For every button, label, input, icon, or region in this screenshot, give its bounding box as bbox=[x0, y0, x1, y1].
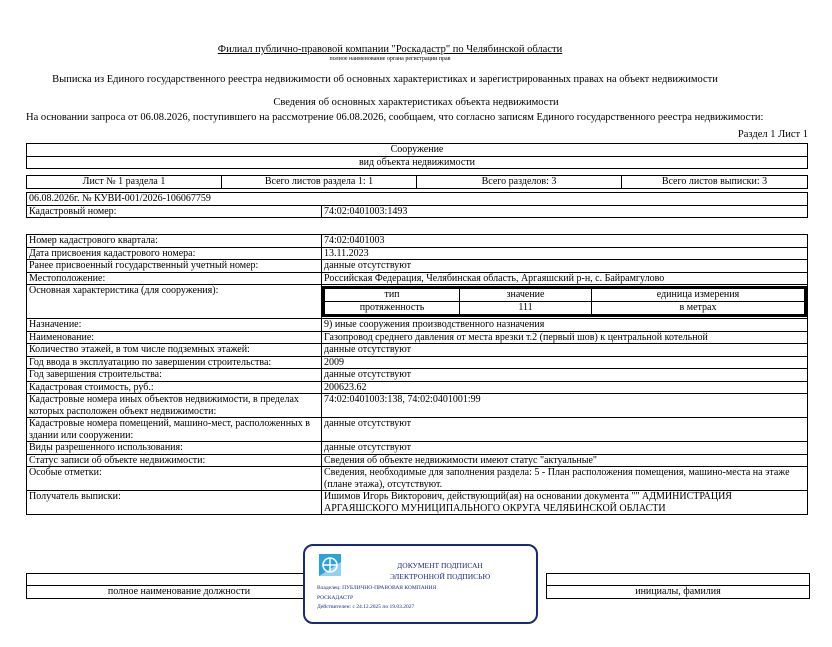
stamp-title: ДОКУМЕНТ ПОДПИСАН bbox=[397, 561, 483, 570]
section-title: Сведения об основных характеристиках объекта недвижимости bbox=[273, 97, 559, 108]
sheet-number: Лист № 1 раздела 1 bbox=[27, 176, 222, 189]
characteristic-row bbox=[27, 260, 808, 273]
organization-caption: полное наименование органа регистрации прав bbox=[329, 56, 451, 62]
main-char-type: протяженность bbox=[325, 302, 460, 315]
characteristic-row bbox=[27, 319, 808, 332]
characteristic-row bbox=[27, 235, 808, 248]
doc-number: 06.08.2026г. № КУВИ-001/2026-106067759 bbox=[27, 193, 808, 206]
request-basis: На основании запроса от 06.08.2026, поступившего на рассмотрение 06.08.2026, сообщаем, что согласно записям Единого государственного реестра недвижимости: bbox=[26, 112, 764, 123]
characteristic-row bbox=[27, 247, 808, 260]
characteristic-label: Кадастровые номера помещений, машино-мест, расположенных в здании или сооружении: bbox=[27, 418, 322, 442]
characteristic-row bbox=[27, 272, 808, 285]
characteristic-value: данные отсутствуют bbox=[322, 344, 808, 357]
total-sheets-extract: Всего листов выписки: 3 bbox=[622, 176, 808, 189]
characteristic-row bbox=[27, 467, 808, 491]
razdel-list-label: Раздел 1 Лист 1 bbox=[737, 129, 808, 140]
characteristic-label: Статус записи об объекте недвижимости: bbox=[27, 454, 322, 467]
characteristics-table bbox=[26, 234, 808, 515]
characteristic-label: Местоположение: bbox=[27, 272, 322, 285]
characteristic-value: Ишимов Игорь Викторович, действующий(ая) на основании документа "" АДМИНИСТРАЦИЯ АРГАЯШСКОГО МУНИЦИПАЛЬНОГО ОКРУГА ЧЕЛЯБИНСКОЙ ОБЛАСТИ bbox=[322, 491, 808, 515]
characteristic-row bbox=[27, 344, 808, 357]
characteristic-label: Год ввода в эксплуатацию по завершении строительства: bbox=[27, 356, 322, 369]
characteristic-label: Назначение: bbox=[27, 319, 322, 332]
characteristic-value: данные отсутствуют bbox=[322, 418, 808, 442]
characteristic-label: Наименование: bbox=[27, 331, 322, 344]
characteristic-value: Сведения об объекте недвижимости имеют статус "актуальные" bbox=[322, 454, 808, 467]
stamp-validity: Действителен: с 24.12.2025 по 19.03.2027 bbox=[317, 604, 415, 610]
cadastral-value: 74:02:0401003:1493 bbox=[322, 205, 808, 218]
main-char-table bbox=[324, 288, 805, 315]
characteristic-value: Сведения, необходимые для заполнения раздела: 5 - План расположения помещения, машино-места на этаже (плане этажа), отсутствуют. bbox=[322, 467, 808, 491]
characteristic-label: Особые отметки: bbox=[27, 467, 322, 491]
characteristic-row bbox=[27, 331, 808, 344]
characteristic-row bbox=[27, 381, 808, 394]
characteristic-value: 2009 bbox=[322, 356, 808, 369]
main-char-unit: в метрах bbox=[592, 302, 805, 315]
characteristic-label: Номер кадастрового квартала: bbox=[27, 235, 322, 248]
characteristic-label: Количество этажей, в том числе подземных этажей: bbox=[27, 344, 322, 357]
main-char-label: Основная характеристика (для сооружения): bbox=[27, 285, 322, 319]
stamp-owner-2: РОСКАДАСТР bbox=[317, 594, 354, 601]
characteristic-row bbox=[27, 356, 808, 369]
object-type: Сооружение bbox=[27, 144, 808, 157]
characteristic-label: Кадастровые номера иных объектов недвижимости, в пределах которых расположен объект недвижимости: bbox=[27, 394, 322, 418]
characteristic-value: 200623.62 bbox=[322, 381, 808, 394]
cadastral-label: Кадастровый номер: bbox=[27, 205, 322, 218]
characteristic-value: данные отсутствуют bbox=[322, 442, 808, 455]
extract-title: Выписка из Единого государственного реестра недвижимости об основных характеристиках и зарегистрированных правах на объект недвижимости bbox=[52, 74, 718, 85]
sheets-table bbox=[26, 175, 808, 189]
doc-number-table bbox=[26, 192, 808, 218]
object-type-table bbox=[26, 143, 808, 169]
characteristic-row bbox=[27, 454, 808, 467]
stamp-subtitle: ЭЛЕКТРОННОЙ ПОДПИСЬЮ bbox=[389, 572, 491, 581]
characteristic-row bbox=[27, 369, 808, 382]
characteristic-row bbox=[27, 442, 808, 455]
characteristic-label: Получатель выписки: bbox=[27, 491, 322, 515]
characteristic-label: Дата присвоения кадастрового номера: bbox=[27, 247, 322, 260]
name-caption: инициалы, фамилия bbox=[547, 586, 810, 599]
roskadastr-logo-icon bbox=[319, 554, 341, 576]
characteristic-value: 9) иные сооружения производственного назначения bbox=[322, 319, 808, 332]
main-char-value: 111 bbox=[460, 302, 592, 315]
total-razdels: Всего разделов: 3 bbox=[417, 176, 622, 189]
characteristic-value: 74:02:0401003 bbox=[322, 235, 808, 248]
main-char-header: тип bbox=[325, 289, 460, 302]
characteristic-row bbox=[27, 418, 808, 442]
characteristic-label: Ранее присвоенный государственный учетный номер: bbox=[27, 260, 322, 273]
characteristic-label: Кадастровая стоимость, руб.: bbox=[27, 381, 322, 394]
main-char-header: значение bbox=[460, 289, 592, 302]
stamp-owner: Владелец: ПУБЛИЧНО-ПРАВОВАЯ КОМПАНИЯ bbox=[317, 585, 437, 591]
characteristic-row bbox=[27, 394, 808, 418]
characteristic-value: 13.11.2023 bbox=[322, 247, 808, 260]
total-sheets-razdel: Всего листов раздела 1: 1 bbox=[222, 176, 417, 189]
characteristic-value: Газопровод среднего давления от места врезки т.2 (первый шов) к центральной котельной bbox=[322, 331, 808, 344]
characteristic-value: данные отсутствуют bbox=[322, 260, 808, 273]
characteristic-label: Виды разрешенного использования: bbox=[27, 442, 322, 455]
characteristic-value: 74:02:0401003:138, 74:02:0401001:99 bbox=[322, 394, 808, 418]
characteristic-value: данные отсутствуют bbox=[322, 369, 808, 382]
position-caption: полное наименование должности bbox=[27, 586, 332, 599]
characteristic-label: Год завершения строительства: bbox=[27, 369, 322, 382]
characteristic-value: Российская Федерация, Челябинская область, Аргаяшский р-н, с. Байрамгулово bbox=[322, 272, 808, 285]
organization-name: Филиал публично-правовой компании "Роскадастр" по Челябинской области bbox=[217, 44, 563, 55]
characteristic-row bbox=[27, 491, 808, 515]
main-char-header: единица измерения bbox=[592, 289, 805, 302]
object-type-caption: вид объекта недвижимости bbox=[27, 156, 808, 169]
electronic-signature-stamp bbox=[303, 544, 538, 624]
